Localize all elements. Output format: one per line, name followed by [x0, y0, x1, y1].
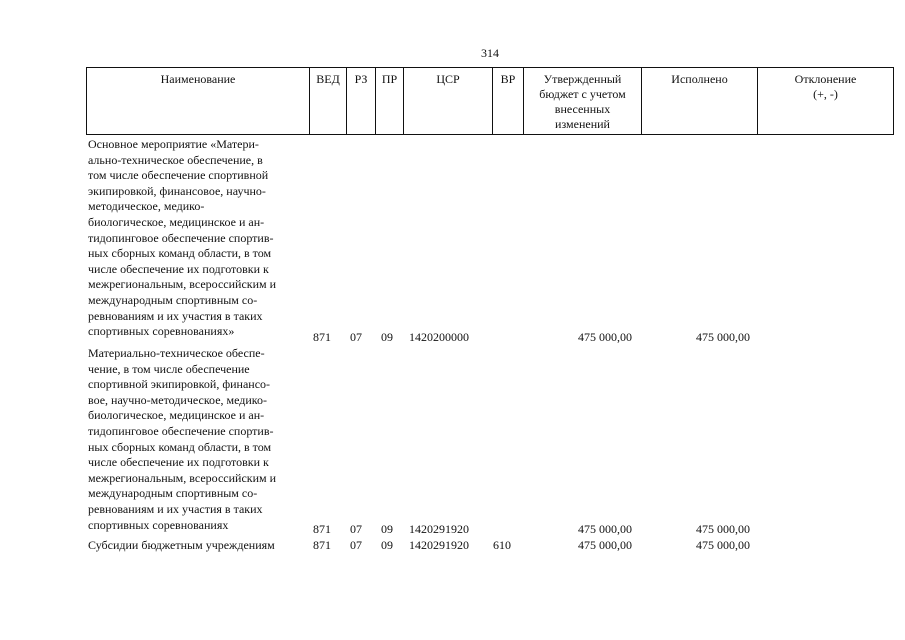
row-3-pr: 09 [381, 538, 393, 552]
header-name: Наименование [160, 72, 236, 86]
row-2-pr: 09 [381, 522, 393, 536]
row-3-rz: 07 [350, 538, 362, 552]
header-rz: РЗ [346, 68, 375, 134]
row-1-executed: 475 000,00 [696, 330, 750, 344]
row-3-vr: 610 [493, 538, 511, 552]
row-3-executed: 475 000,00 [696, 538, 750, 552]
row-3-csr: 1420291920 [409, 538, 469, 552]
row-2-rz: 07 [350, 522, 362, 536]
row-2-csr: 1420291920 [409, 522, 469, 536]
row-3-name: Субсидии бюджетным учреждениям [88, 538, 275, 552]
row-2-ved: 871 [313, 522, 331, 536]
header-csr: ЦСР [403, 68, 492, 134]
row-2-executed: 475 000,00 [696, 522, 750, 536]
page-number: 314 [481, 46, 499, 60]
header-pr: ПР [375, 68, 403, 134]
header-vr: ВР [492, 68, 523, 134]
row-1-csr: 1420200000 [409, 330, 469, 344]
header-approved: Утвержденный бюджет с учетом внесенных изменений [523, 68, 641, 134]
row-1-approved: 475 000,00 [578, 330, 632, 344]
header-executed: Исполнено [641, 68, 757, 134]
header-deviation: Отклонение (+, -) [757, 68, 893, 134]
row-3-approved: 475 000,00 [578, 538, 632, 552]
row-1-rz: 07 [350, 330, 362, 344]
row-3-ved: 871 [313, 538, 331, 552]
row-1-ved: 871 [313, 330, 331, 344]
row-2-name: Материально-техническое обеспе- чение, в том числе обеспечение спортивной экипировкой, финансо- вое, научно-методическое, медико- биологическое, медицинское и ан- тидопинговое обеспечение спортив- ных сборных команд области, в том числе обеспечение их подготовки к межрегиональным, всероссийским и международным спортивным со- ревнованиям и их участия в таких спортивных соревнованиях [88, 346, 277, 532]
row-2-approved: 475 000,00 [578, 522, 632, 536]
row-1-pr: 09 [381, 330, 393, 344]
header-ved: ВЕД [309, 68, 346, 134]
row-1-name: Основное мероприятие «Матери- ально-техническое обеспечение, в том числе обеспечение спортивной экипировкой, финансовое, научно- методическое, медико- биологическое, медицинское и ан- тидопинговое обеспечение спортив- ных сборных команд области, в том числе обеспечение их подготовки к межрегиональным, всероссийским и международным спортивным со- ревнованиям и их участия в таких спортивных соревнованиях» [88, 137, 277, 339]
table-header [86, 67, 894, 135]
